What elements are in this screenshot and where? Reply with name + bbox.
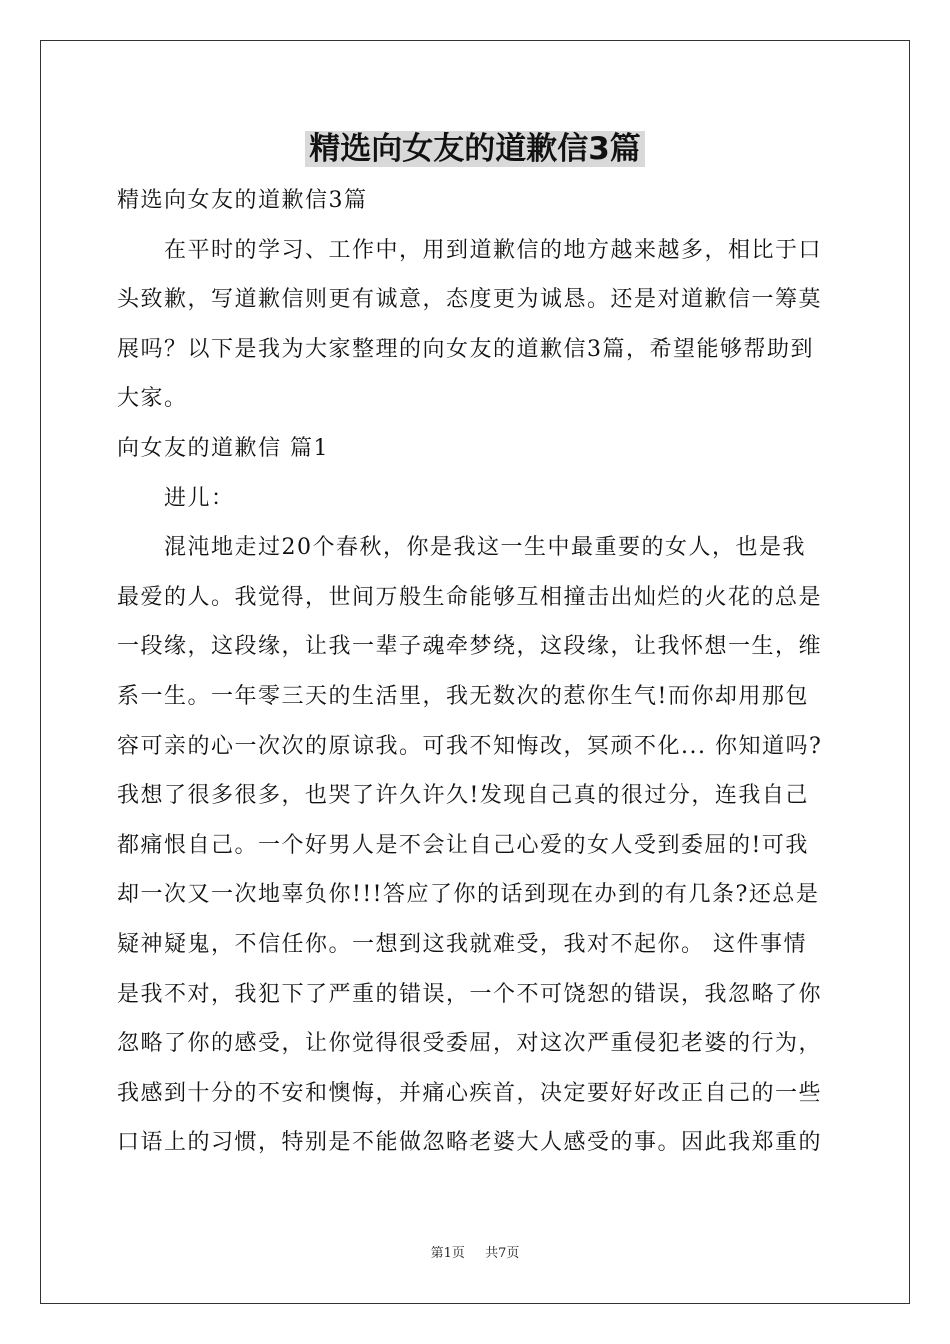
- body-line-7: 都痛恨自己。一个好男人是不会让自己心爱的女人受到委屈的!可我: [117, 832, 809, 858]
- body-line-6: 我想了很多很多，也哭了许久许久!发现自己真的很过分，连我自己: [117, 783, 809, 809]
- page-footer: [0, 1246, 950, 1262]
- body-line-11: 忽略了你的感受，让你觉得很受委屈，对这次严重侵犯老婆的行为，: [117, 1031, 823, 1057]
- intro-line-4: 大家。: [117, 386, 188, 412]
- body-line-3: 一段缘，这段缘，让我一辈子魂牵梦绕，这段缘，让我怀想一生，维: [117, 634, 823, 660]
- intro-line-3: 展吗？以下是我为大家整理的向女友的道歉信3篇，希望能够帮助到: [117, 336, 814, 362]
- subtitle-line: 精选向女友的道歉信3篇: [117, 188, 368, 213]
- body-line-8: 却一次又一次地辜负你!!!答应了你的话到现在办到的有几条?还总是: [117, 882, 820, 908]
- page-number: 第1页: [430, 1246, 465, 1261]
- document-body: [117, 176, 839, 1168]
- salutation: 进儿：: [164, 485, 235, 511]
- document-title: [0, 125, 950, 173]
- body-line-10: 是我不对，我犯下了严重的错误，一个不可饶恕的错误，我忽略了你: [117, 981, 823, 1007]
- body-line-4: 系一生。一年零三天的生活里，我无数次的惹你生气!而你却用那包: [117, 683, 809, 709]
- page-total: 共7页: [485, 1246, 520, 1261]
- intro-line-2: 头致歉，写道歉信则更有诚意，态度更为诚恳。还是对道歉信一筹莫: [117, 287, 823, 313]
- body-line-12: 我感到十分的不安和懊悔，并痛心疾首，决定要好好改正自己的一些: [117, 1080, 823, 1106]
- body-line-2: 最爱的人。我觉得，世间万般生命能够互相撞击出灿烂的火花的总是: [117, 584, 823, 610]
- intro-line-1: 在平时的学习、工作中，用到道歉信的地方越来越多，相比于口: [164, 237, 823, 263]
- document-title-text: 精选向女友的道歉信3篇: [305, 131, 645, 167]
- section-heading: 向女友的道歉信 篇1: [117, 435, 329, 461]
- body-line-1: 混沌地走过20个春秋，你是我这一生中最重要的女人，也是我: [164, 535, 806, 561]
- body-line-9: 疑神疑鬼，不信任你。一想到这我就难受，我对不起你。 这件事情: [117, 931, 807, 957]
- body-line-13: 口语上的习惯，特别是不能做忽略老婆大人感受的事。因此我郑重的: [117, 1130, 823, 1156]
- body-line-5: 容可亲的心一次次的原谅我。可我不知悔改，冥顽不化... 你知道吗?: [117, 733, 823, 759]
